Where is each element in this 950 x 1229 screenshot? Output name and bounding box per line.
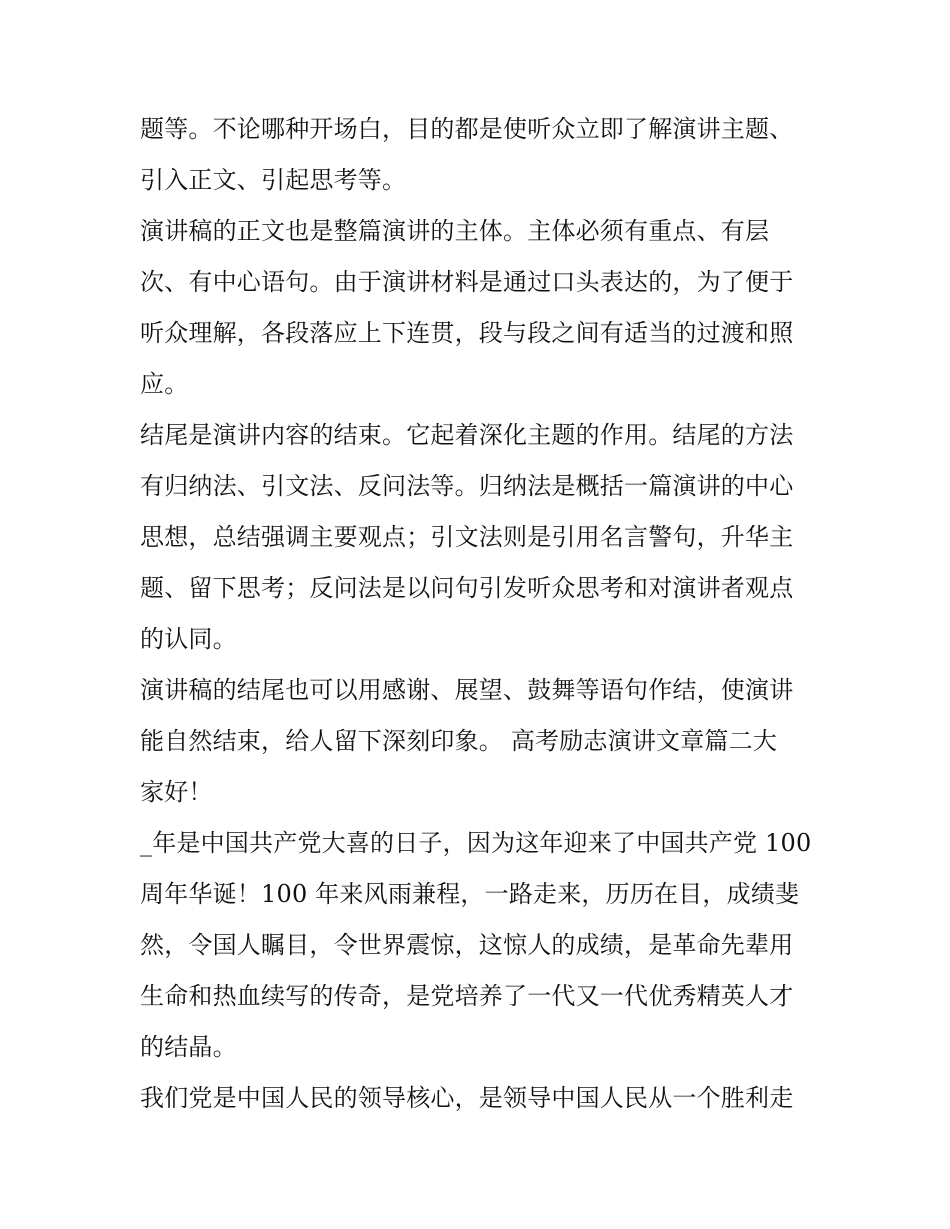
text-line: 演讲稿的结尾也可以用感谢、展望、鼓舞等语句作结，使演讲 [140,676,794,704]
text-line: 生命和热血续写的传奇，是党培养了一代又一代优秀精英人才 [140,982,794,1010]
text-line: 能自然结束，给人留下深刻印象。 高考励志演讲文章篇二大 [140,727,778,755]
text-line: 思想，总结强调主要观点；引文法则是引用名言警句，升华主 [140,523,794,551]
text-line: 引入正文、引起思考等。 [140,166,407,194]
text-line: 题、留下思考；反问法是以问句引发听众思考和对演讲者观点 [140,574,794,602]
text-line: 应。 [140,370,189,398]
text-line: 有归纳法、引文法、反问法等。归纳法是概括一篇演讲的中心 [140,472,794,500]
text-line: _年是中国共产党大喜的日子，因为这年迎来了中国共产党 100 [140,829,812,857]
text-line: 听众理解，各段落应上下连贯，段与段之间有适当的过渡和照 [140,319,794,347]
text-line: 结尾是演讲内容的结束。它起着深化主题的作用。结尾的方法 [140,421,794,449]
text-line: 的结晶。 [140,1033,237,1061]
text-line: 周年华诞！100 年来风雨兼程，一路走来，历历在目，成绩斐 [140,880,800,908]
text-line: 题等。不论哪种开场白，目的都是使听众立即了解演讲主题、 [140,115,794,143]
document-body [140,104,820,1124]
text-line: 然，令国人瞩目，令世界震惊，这惊人的成绩，是革命先辈用 [140,931,794,959]
text-line: 次、有中心语句。由于演讲材料是通过口头表达的，为了便于 [140,268,794,296]
text-line: 家好！ [140,778,213,806]
text-line: 的认同。 [140,625,237,653]
text-line: 演讲稿的正文也是整篇演讲的主体。主体必须有重点、有层 [140,217,770,245]
text-line: 我们党是中国人民的领导核心，是领导中国人民从一个胜利走 [140,1084,794,1112]
